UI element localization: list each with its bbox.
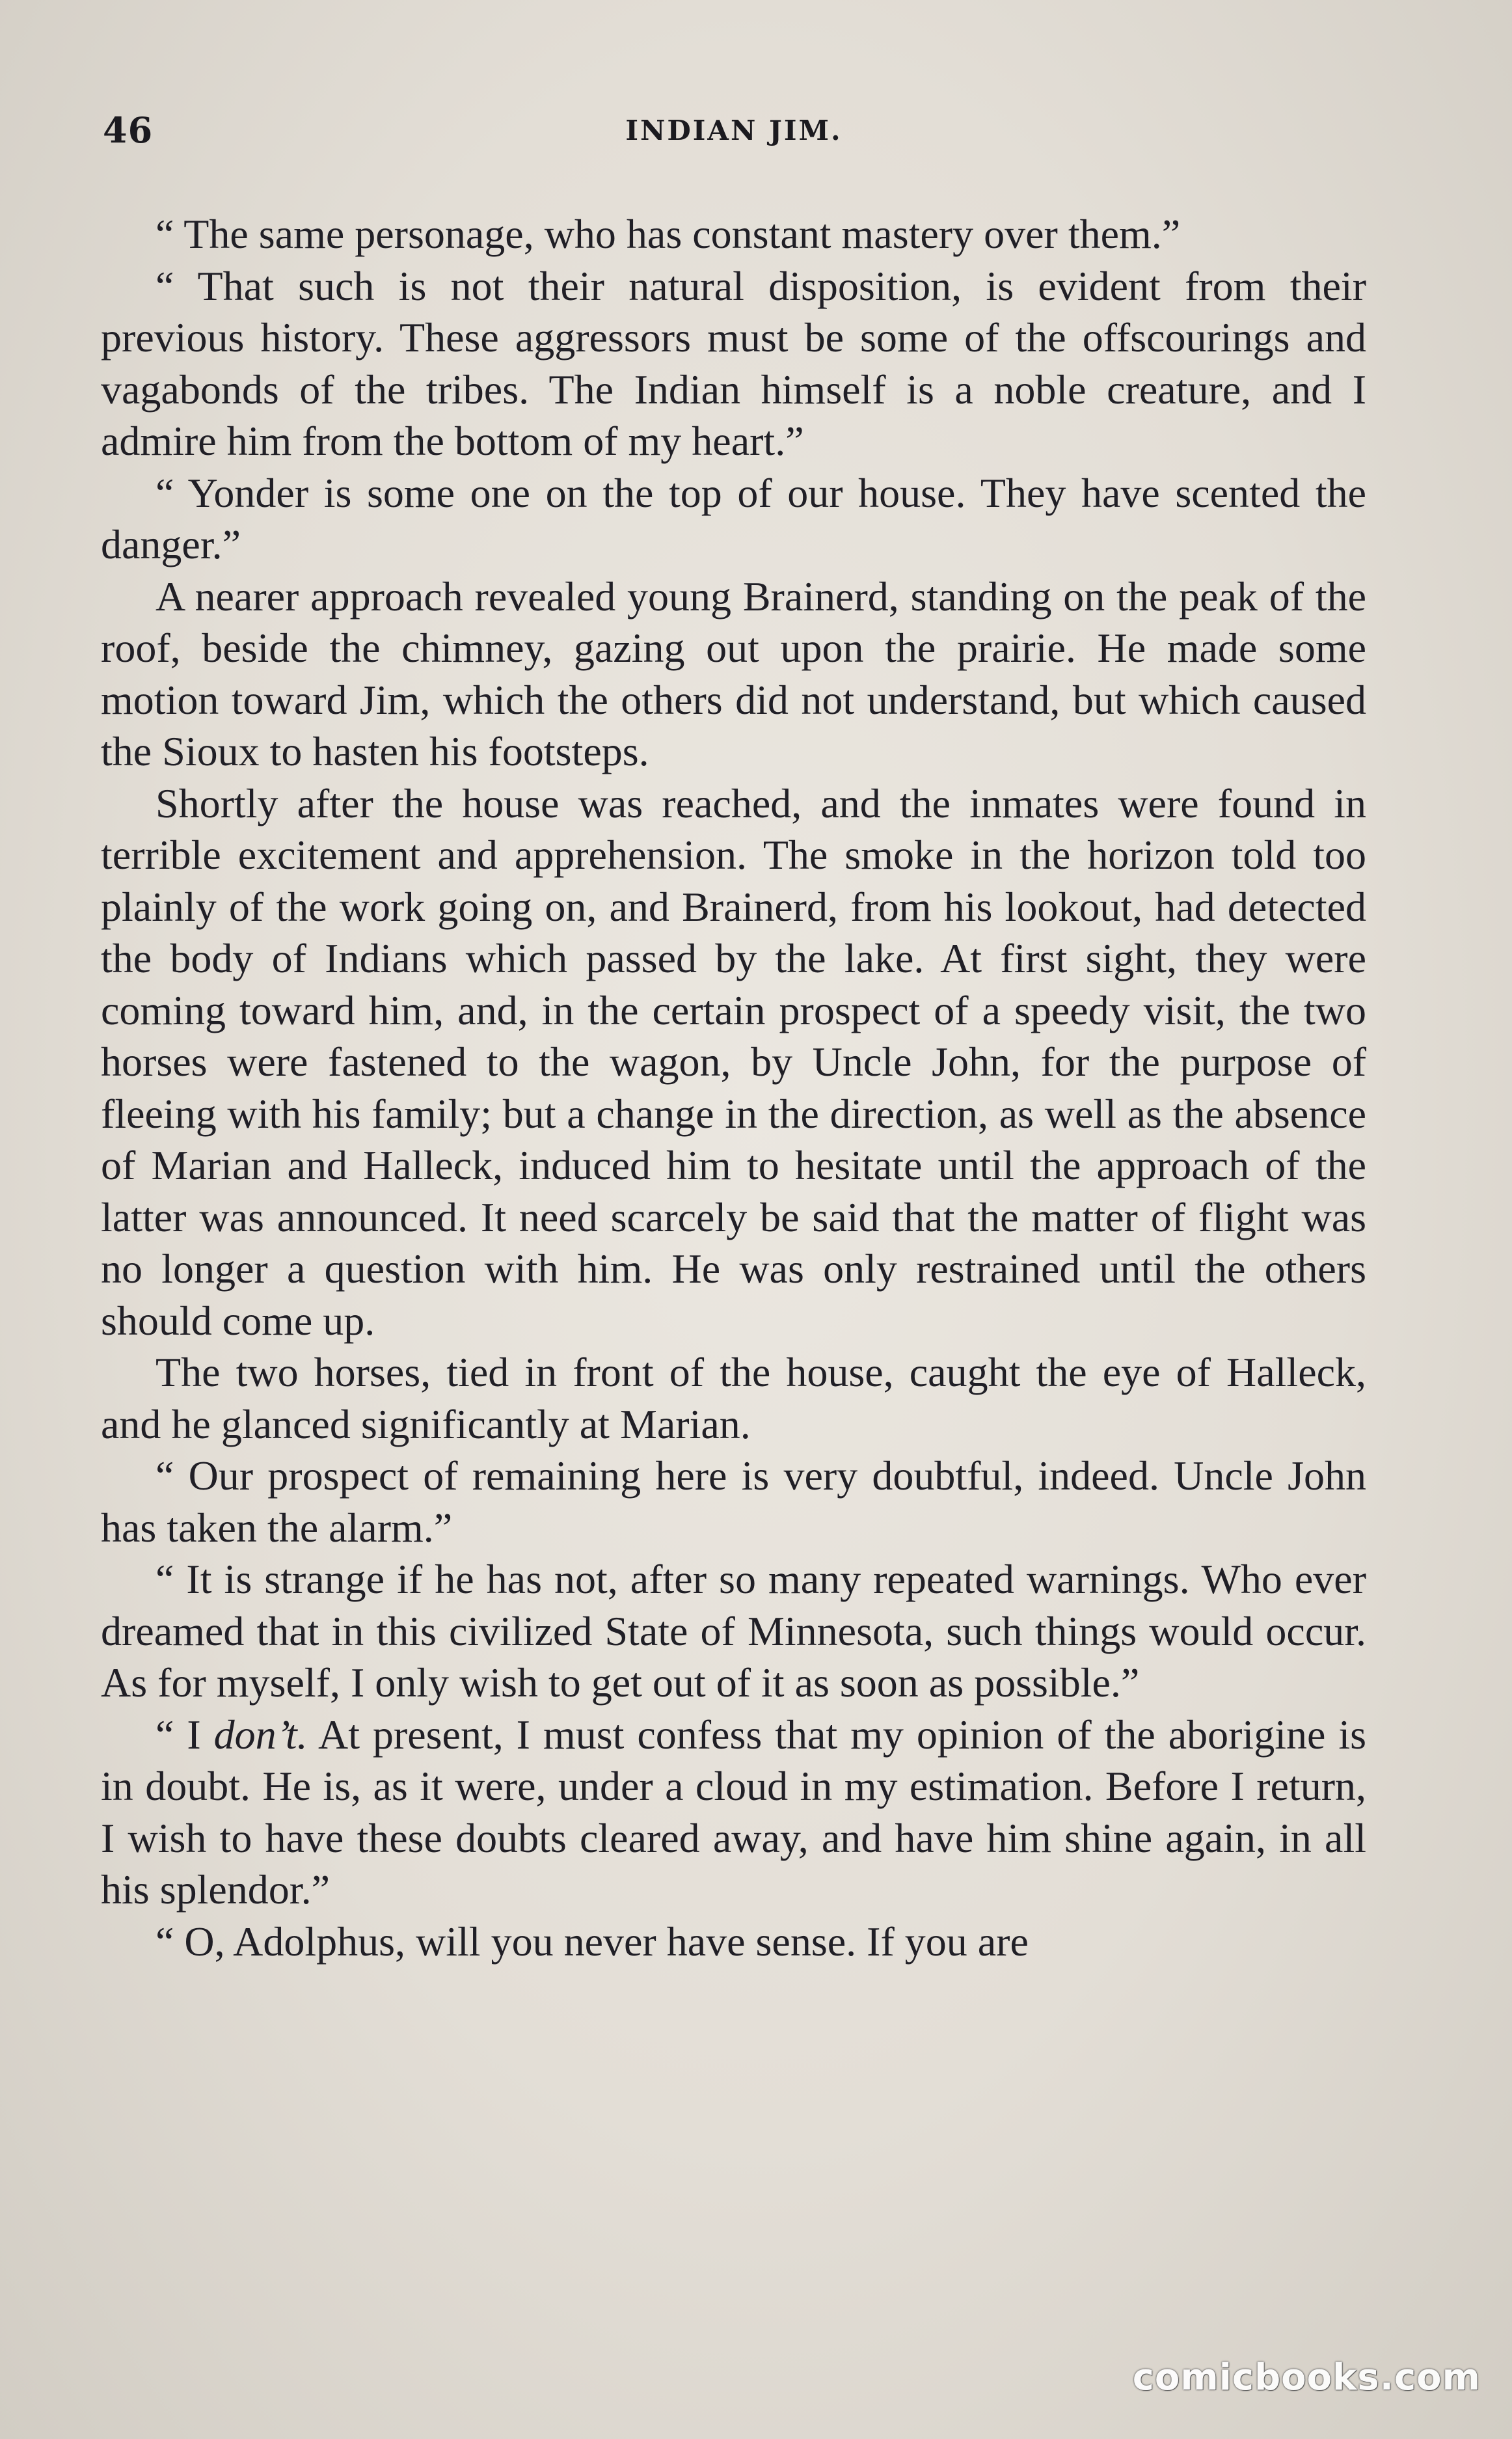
paragraph: “ That such is not their natural disposition, is evident from their previous history. These aggressors must be some of the offscourings and vagabonds of the tribes. The Indian himself is a noble creature, and I admire him from the bottom of my heart.” — [101, 262, 1366, 464]
book-title: INDIAN JIM. — [625, 115, 843, 146]
watermark: comicbooks.com — [1132, 2356, 1481, 2399]
paragraph: The two horses, tied in front of the house, caught the eye of Halleck, and he glanced significantly at Marian. — [101, 1349, 1366, 1447]
paragraph-text: “ I — [155, 1711, 214, 1758]
paragraph: “ The same personage, who has constant mastery over them.” — [155, 211, 1181, 257]
paragraph: A nearer approach revealed young Brainerd, standing on the peak of the roof, beside the chimney, gazing out upon the prairie. He made some motion toward Jim, which the others did not understand, but which caused the Sioux to hasten his footsteps. — [101, 573, 1366, 774]
paragraph-text: At present, I must confess that my opinion of the aborigine is in doubt. He is, as it were, under a cloud in my estimation. Before I return, I wish to have these doubts cleared away, and have him shine again, in all his splendor.” — [101, 1711, 1367, 1913]
paragraph: Shortly after the house was reached, and the inmates were found in terrible excitement and apprehension. The smoke in the horizon told too plainly of the work going on, and Brainerd, from his lookout, had detected the body of Indians which passed by the lake. At first sight, they were coming toward him, and, in the certain prospect of a speedy visit, the two horses were fastened to the wagon, by Uncle John, for the purpose of fleeing with his family; but a change in the direction, as well as the absence of Marian and Halleck, induced him to hesitate until the approach of the latter was announced. It need scarcely be said that the matter of flight was no longer a question with him. He was only restrained until the others should come up. — [101, 780, 1366, 1344]
page-number: 46 — [103, 109, 154, 151]
paragraph: “ Yonder is some one on the top of our house. They have scented the danger.” — [101, 469, 1366, 567]
italic-word: don’t. — [213, 1711, 308, 1758]
paragraph: “ O, Adolphus, will you never have sense. If you are — [155, 1918, 1029, 1965]
running-head — [103, 109, 1365, 161]
paragraph: “ Our prospect of remaining here is very doubtful, indeed. Uncle John has taken the alarm.” — [101, 1452, 1366, 1551]
body-text — [101, 208, 1366, 1967]
paragraph — [101, 1709, 1366, 1916]
paragraph: “ It is strange if he has not, after so many repeated warnings. Who ever dreamed that in this civilized State of Minnesota, such things would occur. As for myself, I only wish to get out of it as soon as possible.” — [101, 1556, 1366, 1706]
